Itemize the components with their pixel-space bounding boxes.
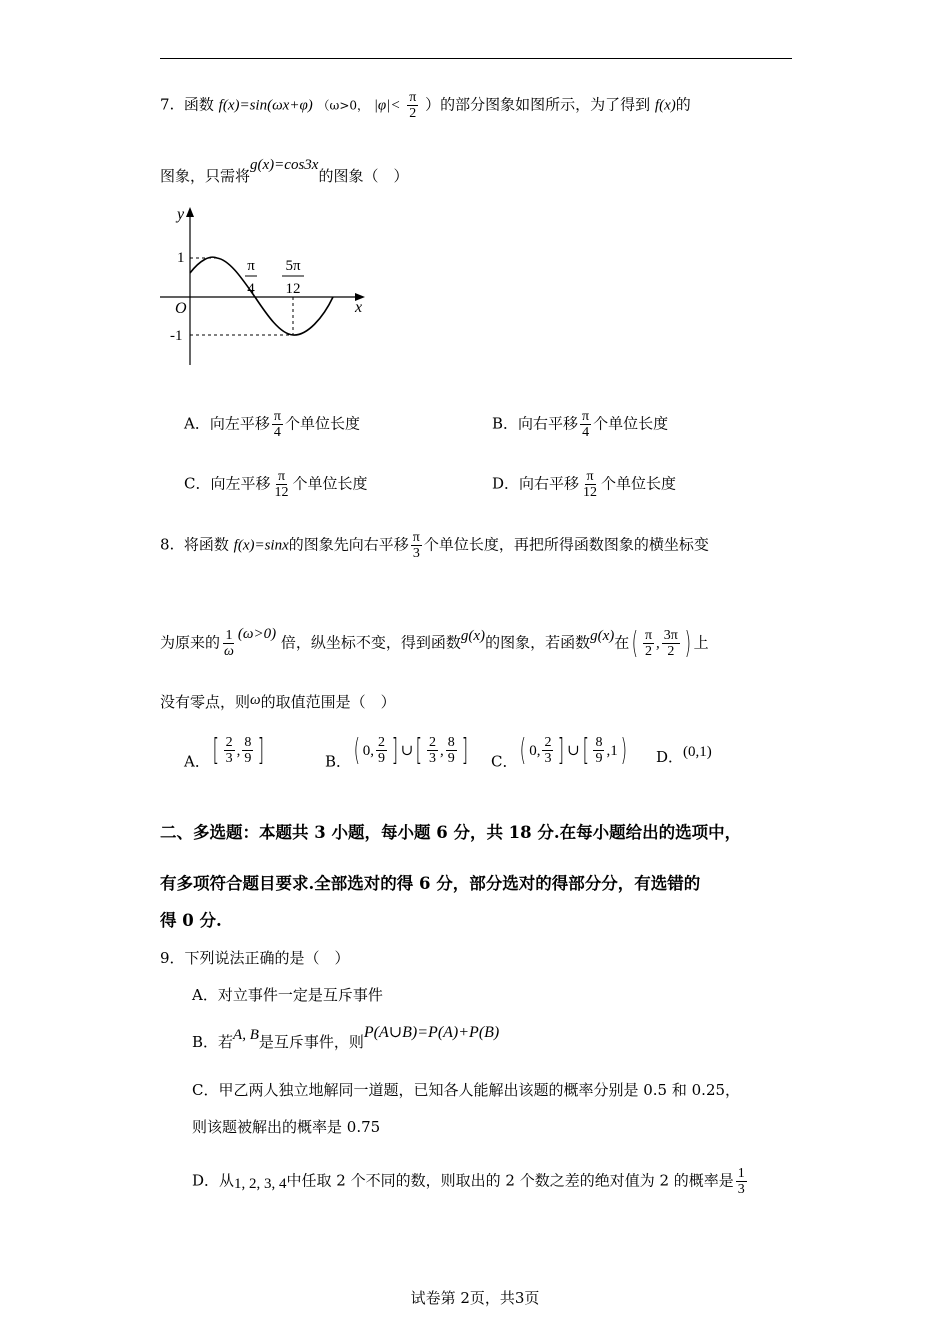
q7-option-c: C．向左平移 $\frac{\pi}{12}$ 个单位长度 [184,469,368,500]
graph-origin: O [175,300,187,317]
graph-mark2-num: 5π [285,258,301,274]
q7-function: f(x)=sin(ωx+φ) [218,97,313,114]
q9-option-c-line2: 则该题被解出的概率是 0.75 [192,1118,381,1136]
q9-option-b: B．若A, B是互斥事件，则P(A∪B)=P(A)+P(B) [192,1024,500,1051]
q9-option-a: A．对立事件一定是互斥事件 [192,986,383,1004]
graph-y-label: y [177,206,185,223]
header-rule [160,58,792,59]
q8-option-b: B．( 0, $\frac{2}{9}$ ] ∪[ $\frac{2}{3}$ , $\frac{8}{9}$ ] [325,732,468,771]
q7-graph [155,200,385,375]
q7-line1: 7. 函数 f(x)=sin(ωx+φ) （ω>0， |φ|< $\frac{\pi}{2}$ ）的部分图象如图所示，为了得到 f(x)的 [160,90,691,121]
graph-mark1-den: 4 [247,281,255,297]
q8-line1: 8. 将函数 f(x)=sinx的图象先向右平移 $\frac{\pi}{3}$ 个单位长度，再把所得函数图象的横坐标变 [160,530,709,561]
graph-x-label: x [355,299,363,316]
graph-mark1-num: π [247,258,255,274]
q8-line2: 为原来的 $\frac{1}{\omega}$ (ω>0) 倍，纵坐标不变，得到函数g(x)的图象，若函数g(x)在( $\frac{\pi}{2}$ , $\frac{3\pi}{2}$ ) 上 [160,625,709,661]
q7-option-b: B．向右平移 $\frac{\pi}{4}$ 个单位长度 [492,409,669,440]
graph-mark2-den: 12 [285,281,301,297]
q9-option-d: D．从1, 2, 3, 4中任取 2 个不同的数，则取出的 2 个数之差的绝对值为 2 的概率是 $\frac{1}{3}$ [192,1166,745,1197]
q7-option-a: A．向左平移 $\frac{\pi}{4}$ 个单位长度 [184,409,360,440]
graph-sine-curve [190,257,333,335]
section2-line2: 有多项符合题目要求.全部选对的得 6 分，部分选对的得部分分，有选错的 [160,874,701,893]
q9-stem: 9．下列说法正确的是（ ） [160,949,350,967]
q7-pi-over-2: $\frac{\pi}{2}$ [409,90,417,121]
graph-tick-1: 1 [177,250,185,266]
graph-tick-neg1: -1 [170,328,183,344]
q9-option-c-line1: C．甲乙两人独立地解同一道题，已知各人能解出该题的概率分别是 0.5 和 0.25， [192,1081,741,1099]
q8-line3: 没有零点，则ω的取值范围是（ ） [160,692,396,711]
section2-line1: 二、多选题：本题共 3 小题，每小题 6 分，共 18 分.在每小题给出的选项中， [160,823,742,842]
section2-line3: 得 0 分. [160,911,222,930]
q8-option-a: A．[ $\frac{2}{3}$ , $\frac{8}{9}$ ] [184,732,265,771]
page-footer: 试卷第 2页，共3页 [410,1289,540,1307]
q7-option-d: D．向右平移 $\frac{\pi}{12}$ 个单位长度 [492,469,677,500]
q8-option-c: C．( 0, $\frac{2}{3}$ ] ∪[ $\frac{8}{9}$ ,1) [491,732,627,771]
q8-option-d: D．(0,1) [656,744,712,766]
q7-line2: 图象，只需将g(x)=cos3x的图象（ ） [160,157,409,185]
